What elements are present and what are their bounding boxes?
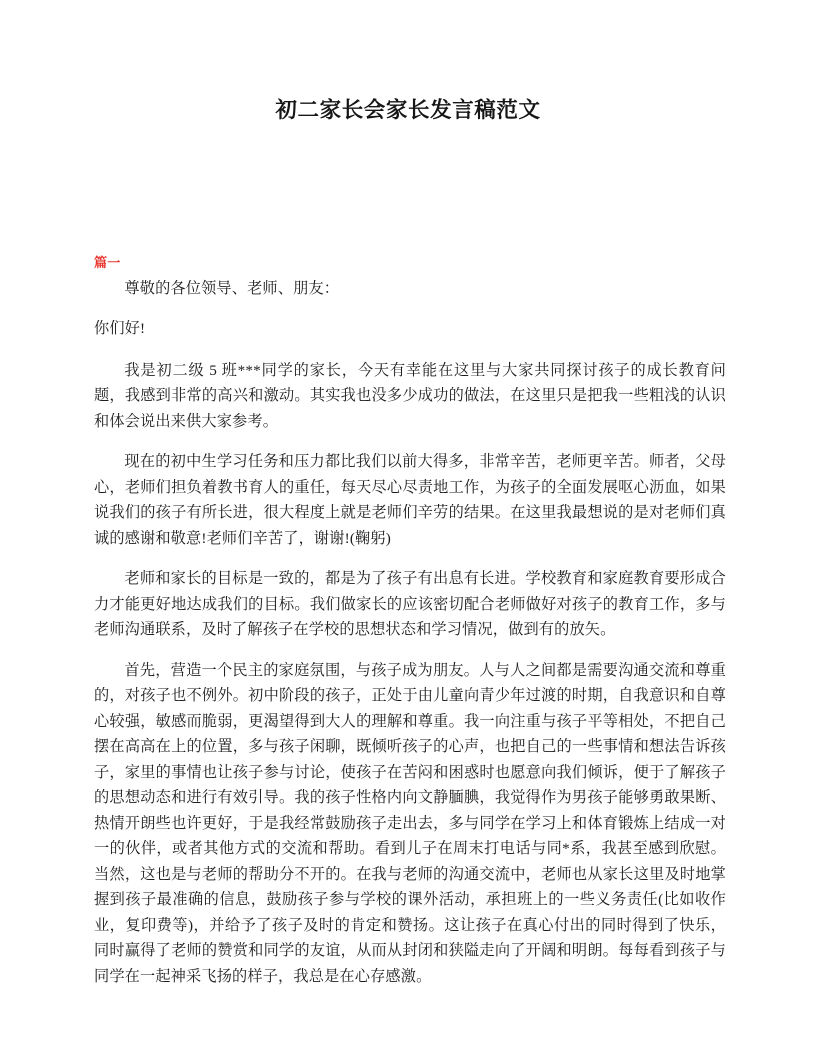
paragraph-greeting: 你们好! bbox=[94, 320, 146, 337]
paragraph-shared-goals: 老师和家长的目标是一致的，都是为了孩子有出息有长进。学校教育和家庭教育要形成合力才能更好地达成我们的目标。我们做家长的应该密切配合老师做好对孩子的教育工作，多与老师沟通联系，及时了解孩子在学校的思想状态和学习情况，做到有的放矢。 bbox=[94, 570, 726, 638]
paragraph-intro: 我是初二级 5 班***同学的家长，今天有幸能在这里与大家共同探讨孩子的成长教育问题，我感到非常的高兴和激动。其实我也没多少成功的做法，在这里只是把我一些粗浅的认识和体会说出来供大家参考。 bbox=[94, 361, 726, 430]
paragraph-thanks-teachers: 现在的初中生学习任务和压力都比我们以前大得多，非常辛苦，老师更辛苦。师者，父母心，老师们担负着教书育人的重任，每天尽心尽责地工作，为孩子的全面发展呕心沥血，如果说我们的孩子有所长进，很大程度上就是老师们辛劳的结果。在这里我最想说的是对老师们真诚的感谢和敬意!老师们辛苦了，谢谢!(鞠躬) bbox=[94, 453, 726, 547]
document-body bbox=[94, 253, 726, 1004]
paragraph-salutation: 尊敬的各位领导、老师、朋友： bbox=[124, 279, 340, 297]
page-title: 初二家长会家长发言稿范文 bbox=[275, 98, 541, 122]
paragraph-democratic-family: 首先，营造一个民主的家庭氛围，与孩子成为朋友。人与人之间都是需要沟通交流和尊重的，对孩子也不例外。初中阶段的孩子，正处于由儿童向青少年过渡的时期，自我意识和自尊心较强，敏感而脆弱，更渴望得到大人的理解和尊重。我一向注重与孩子平等相处，不把自己摆在高高在上的位置，多与孩子闲聊，既倾听孩子的心声，也把自己的一些事情和想法告诉孩子，家里的事情也让孩子参与讨论，使孩子在苦闷和困惑时也愿意向我们倾诉，便于了解孩子的思想动态和进行有效引导。我的孩子性格内向文静腼腆，我觉得作为男孩子能够勇敢果断、热情开朗些也许更好，于是我经常鼓励孩子走出去，多与同学在学习上和体育锻炼上结成一对一的伙伴，或者其他方式的交流和帮助。看到儿子在周末打电话与同*系，我甚至感到欣慰。当然，这也是与老师的帮助分不开的。在我与老师的沟通交流中，老师也从家长这里及时地掌握到孩子最准确的信息，鼓励孩子参与学校的课外活动，承担班上的一些义务责任(比如收作业，复印费等)，并给予了孩子及时的肯定和赞扬。这让孩子在真心付出的同时得到了快乐，同时赢得了老师的赞赏和同学的友谊，从而从封闭和狭隘走向了开阔和明朗。每每看到孩子与同学在一起神采飞扬的样子，我总是在心存感激。 bbox=[94, 661, 726, 985]
section-label-pian-yi: 篇一 bbox=[94, 255, 121, 270]
